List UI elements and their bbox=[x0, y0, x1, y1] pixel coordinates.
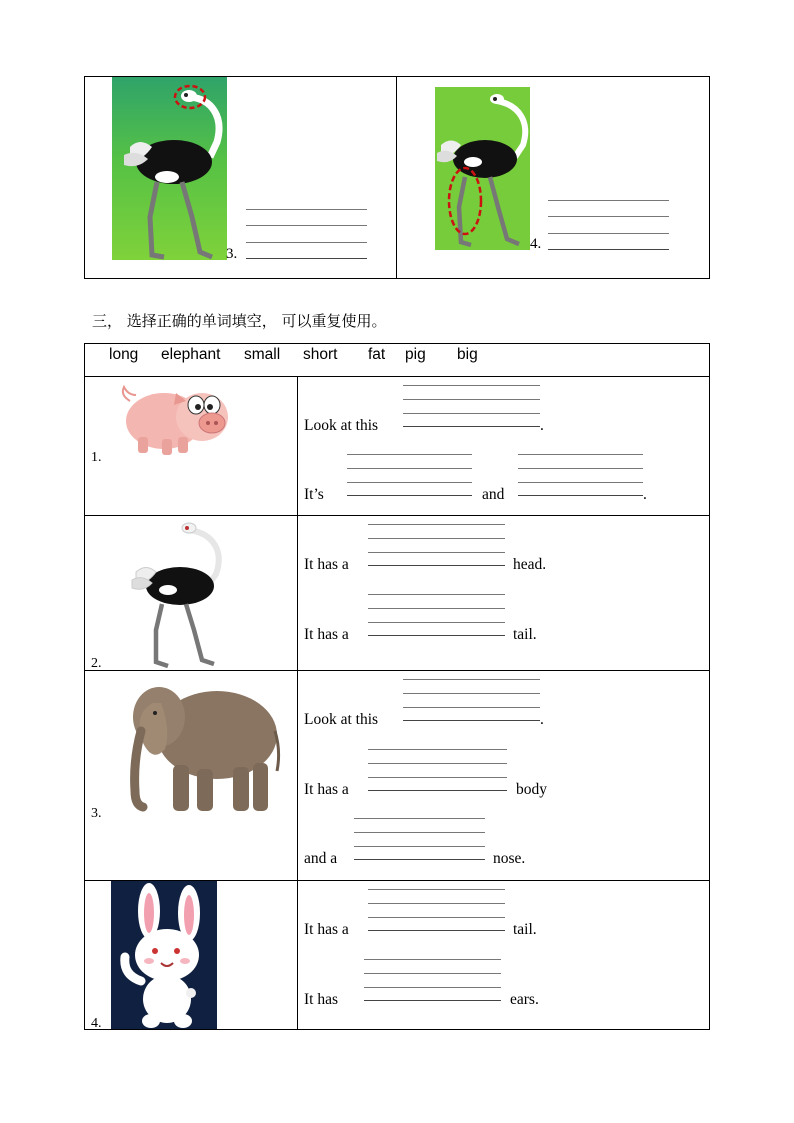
top-table-divider bbox=[396, 76, 397, 279]
answer-line[interactable] bbox=[368, 930, 505, 931]
writing-line bbox=[403, 693, 540, 694]
ostrich-image-4 bbox=[435, 87, 530, 250]
writing-line bbox=[548, 233, 669, 234]
sentence-text: It has a bbox=[304, 921, 349, 938]
answer-line[interactable] bbox=[364, 1000, 501, 1001]
word-bank-item: short bbox=[303, 346, 338, 363]
section-heading: 三， 选择正确的单词填空， 可以重复使用。 bbox=[92, 312, 387, 330]
answer-line[interactable] bbox=[403, 720, 540, 721]
writing-line bbox=[548, 200, 669, 201]
answer-line[interactable] bbox=[347, 495, 472, 496]
writing-line bbox=[368, 622, 505, 623]
writing-line bbox=[246, 225, 367, 226]
writing-line bbox=[403, 413, 540, 414]
item-number-4: 4. bbox=[530, 236, 542, 252]
answer-line[interactable] bbox=[354, 859, 485, 860]
elephant-illustration bbox=[125, 673, 283, 817]
sentence-text: It has a bbox=[304, 781, 349, 798]
writing-line bbox=[403, 385, 540, 386]
writing-line bbox=[368, 538, 505, 539]
ostrich-image-3 bbox=[112, 77, 227, 260]
writing-line bbox=[368, 889, 505, 890]
answer-line[interactable] bbox=[368, 565, 505, 566]
writing-line bbox=[518, 468, 643, 469]
writing-line bbox=[368, 608, 505, 609]
answer-line[interactable] bbox=[403, 426, 540, 427]
writing-line bbox=[368, 777, 507, 778]
table-column-divider bbox=[297, 376, 298, 1030]
table-border bbox=[84, 1029, 710, 1030]
writing-line bbox=[548, 216, 669, 217]
writing-line bbox=[403, 679, 540, 680]
word-bank-item: fat bbox=[368, 346, 386, 363]
sentence-text: It’s bbox=[304, 486, 324, 503]
writing-line bbox=[368, 552, 505, 553]
row-number-1: 1. bbox=[91, 450, 102, 465]
answer-line-4[interactable] bbox=[548, 249, 669, 250]
sentence-text: tail. bbox=[513, 921, 537, 938]
writing-line bbox=[368, 749, 507, 750]
writing-line bbox=[354, 832, 485, 833]
sentence-text: tail. bbox=[513, 626, 537, 643]
table-border bbox=[84, 670, 710, 671]
sentence-text: and a bbox=[304, 850, 338, 867]
writing-line bbox=[368, 763, 507, 764]
writing-line bbox=[347, 468, 472, 469]
sentence-text: Look at this bbox=[304, 711, 379, 728]
writing-line bbox=[347, 454, 472, 455]
ostrich-illustration bbox=[112, 77, 227, 260]
table-border bbox=[84, 343, 85, 1030]
row-number-4: 4. bbox=[91, 1016, 102, 1031]
answer-line[interactable] bbox=[518, 495, 643, 496]
table-border bbox=[84, 343, 710, 344]
word-bank-item: big bbox=[457, 346, 478, 363]
writing-line bbox=[364, 987, 501, 988]
table-border bbox=[84, 515, 710, 516]
writing-line bbox=[354, 818, 485, 819]
ostrich-illustration bbox=[435, 87, 530, 250]
sentence-text: It has a bbox=[304, 626, 349, 643]
writing-line bbox=[364, 973, 501, 974]
writing-line bbox=[246, 209, 367, 210]
writing-line bbox=[347, 482, 472, 483]
writing-line bbox=[403, 399, 540, 400]
row-number-3: 3. bbox=[91, 806, 102, 821]
writing-line bbox=[403, 707, 540, 708]
sentence-text: body bbox=[516, 781, 547, 798]
sentence-text: Look at this bbox=[304, 417, 379, 434]
word-bank-item: elephant bbox=[161, 346, 221, 363]
elephant-image bbox=[125, 673, 283, 817]
sentence-text: . bbox=[643, 486, 647, 503]
ostrich-image bbox=[128, 520, 226, 668]
writing-line bbox=[354, 846, 485, 847]
item-number-3: 3. bbox=[226, 246, 238, 262]
answer-line[interactable] bbox=[368, 790, 507, 791]
word-bank-item: long bbox=[109, 346, 139, 363]
sentence-text: and bbox=[482, 486, 505, 503]
answer-line[interactable] bbox=[368, 635, 505, 636]
sentence-text: head. bbox=[513, 556, 547, 573]
writing-line bbox=[246, 242, 367, 243]
answer-line-3[interactable] bbox=[246, 258, 367, 259]
sentence-text: It has bbox=[304, 991, 339, 1008]
sentence-text: . bbox=[540, 417, 544, 434]
writing-line bbox=[368, 917, 505, 918]
rabbit-image bbox=[111, 881, 217, 1029]
writing-line bbox=[368, 903, 505, 904]
writing-line bbox=[518, 454, 643, 455]
word-bank-item: small bbox=[244, 346, 281, 363]
ostrich-illustration bbox=[128, 520, 226, 668]
sentence-text: It has a bbox=[304, 556, 349, 573]
writing-line bbox=[368, 594, 505, 595]
row-number-2: 2. bbox=[91, 656, 102, 671]
word-bank-item: pig bbox=[405, 346, 426, 363]
pig-illustration bbox=[116, 377, 232, 459]
sentence-text: . bbox=[540, 711, 544, 728]
writing-line bbox=[518, 482, 643, 483]
sentence-text: nose. bbox=[493, 850, 526, 867]
table-border bbox=[709, 343, 710, 1030]
pig-image bbox=[116, 377, 232, 459]
sentence-text: ears. bbox=[510, 991, 539, 1008]
rabbit-illustration bbox=[111, 881, 217, 1029]
writing-line bbox=[368, 524, 505, 525]
writing-line bbox=[364, 959, 501, 960]
